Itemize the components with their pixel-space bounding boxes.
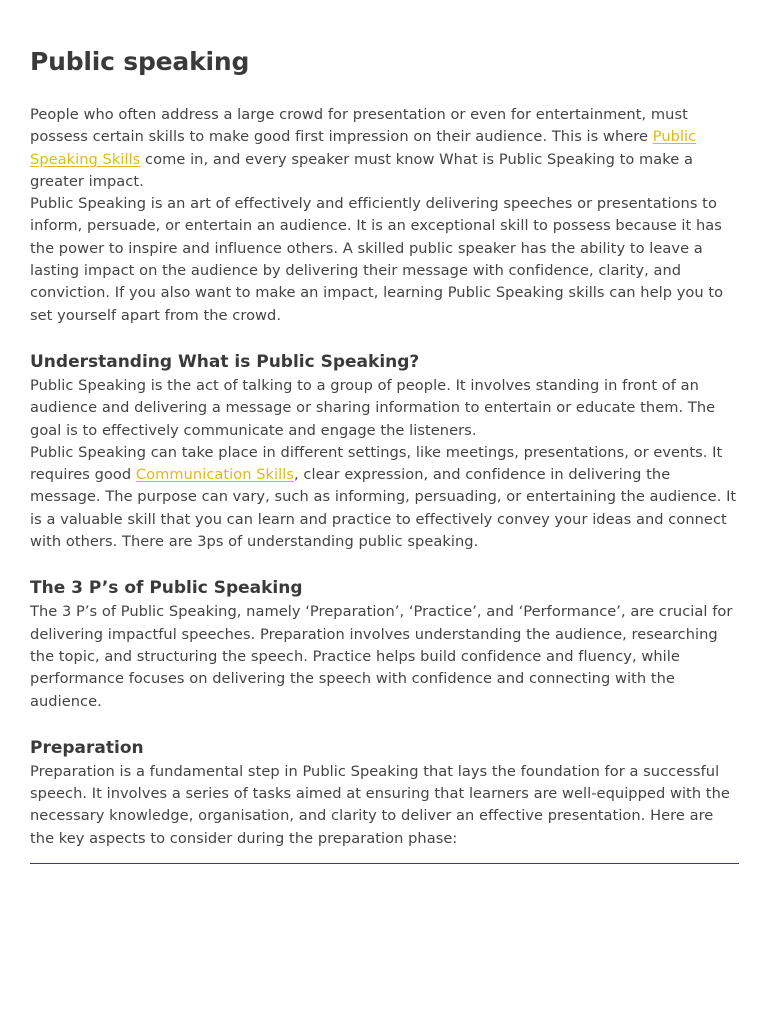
section-heading-preparation: Preparation (30, 737, 144, 758)
understanding-paragraph-2 (30, 442, 740, 553)
page-title: Public speaking (30, 47, 250, 76)
intro-text-after-link: come in, and every speaker must know What is Public Speaking to make a greater impact. (30, 150, 693, 190)
intro-text-before-link: People who often address a large crowd for presentation or even for entertainment, must possess certain skills to make good first impression on their audience. This is where (30, 106, 688, 146)
section-preparation (30, 736, 740, 850)
horizontal-divider (30, 863, 739, 864)
intro-paragraph-2: Public Speaking is an art of effectively and efficiently delivering speeches or presentations to inform, persuade, or entertain an audience. It is an exceptional skill to possess because it has the power to inspire and influence others. A skilled public speaker has the ability to leave a lasting impact on the audience by delivering their message with confidence, clarity, and conviction. If you also want to make an impact, learning Public Speaking skills can help you to set yourself apart from the crowd. (30, 195, 724, 324)
understanding-paragraph-1: Public Speaking is the act of talking to a group of people. It involves standing in front of an audience and delivering a message or sharing information to entertain or educate them. The goal is to effectively communicate and engage the listeners. (30, 376, 716, 439)
communication-skills-link[interactable]: Communication Skills (135, 466, 295, 484)
section-heading-understanding: Understanding What is Public Speaking? (30, 351, 420, 372)
public-speaking-skills-link[interactable]: Public Speaking Skills (30, 128, 697, 168)
preparation-paragraph: Preparation is a fundamental step in Public Speaking that lays the foundation for a successful speech. It involves a series of tasks aimed at ensuring that learners are well-equipped with the necessary knowledge, organisation, and clarity to deliver an effective presentation. Here are the key aspects to consider during the preparation phase: (30, 762, 730, 847)
article (30, 44, 740, 850)
section-heading-three-ps: The 3 P’s of Public Speaking (30, 578, 303, 599)
section-three-ps (30, 576, 740, 712)
intro-paragraph-1 (30, 104, 740, 193)
section-understanding (30, 350, 740, 553)
understanding-text-before-link: Public Speaking can take place in different settings, like meetings, presentations, or events. It requires good (30, 443, 723, 484)
understanding-text-after-link: , clear expression, and confidence in delivering the message. The purpose can vary, such as informing, persuading, or entertaining the audience. It is a valuable skill that you can learn and practice to effectively convey your ideas and connect with others. There are 3ps of understanding public speaking. (30, 466, 737, 551)
three-ps-paragraph: The 3 P’s of Public Speaking, namely ‘Preparation’, ‘Practice’, and ‘Performance’, are crucial for delivering impactful speeches. Preparation involves understanding the audience, researching the topic, and structuring the speech. Practice helps build confidence and fluency, while performance focuses on delivering the speech with confidence and connecting with the audience. (30, 603, 733, 710)
